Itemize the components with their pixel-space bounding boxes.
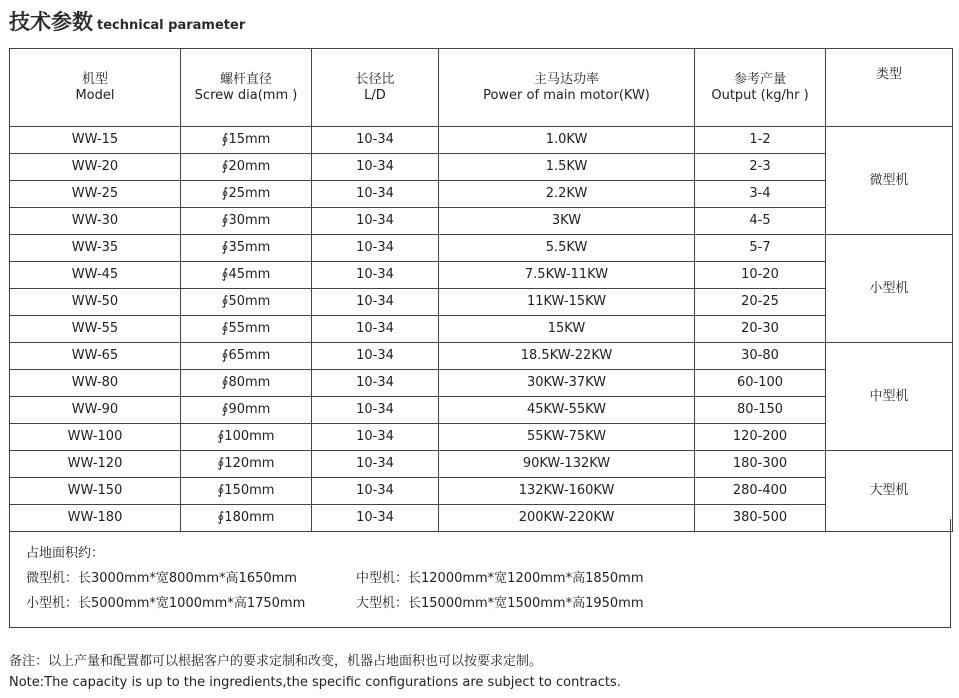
cell-screw-dia: ∮100mm <box>181 424 312 451</box>
floor-area-box <box>9 519 951 628</box>
cell-output: 20-25 <box>695 289 826 316</box>
table-row <box>10 424 953 451</box>
cell-screw-dia: ∮20mm <box>181 154 312 181</box>
cell-output: 80-150 <box>695 397 826 424</box>
cell-output: 3-4 <box>695 181 826 208</box>
cell-screw-dia: ∮180mm <box>181 505 312 532</box>
note-en: Note:The capacity is up to the ingredients,the specific configurations are subject to contracts. <box>9 675 621 690</box>
cell-ld: 10-34 <box>312 424 439 451</box>
cell-ld: 10-34 <box>312 478 439 505</box>
cell-ld: 10-34 <box>312 289 439 316</box>
header-type: 类型 <box>826 49 953 127</box>
cell-screw-dia: ∮30mm <box>181 208 312 235</box>
table-row <box>10 478 953 505</box>
cell-ld: 10-34 <box>312 235 439 262</box>
cell-ld: 10-34 <box>312 262 439 289</box>
table-row <box>10 316 953 343</box>
cell-type: 大型机 <box>826 451 953 532</box>
cell-power: 55KW-75KW <box>439 424 695 451</box>
floor-area-micro: 微型机：长3000mm*宽800mm*高1650mm <box>26 571 297 586</box>
cell-output: 180-300 <box>695 451 826 478</box>
cell-screw-dia: ∮50mm <box>181 289 312 316</box>
header-screw-dia: 螺杆直径 Screw dia(mm ) <box>181 49 312 127</box>
cell-ld: 10-34 <box>312 505 439 532</box>
cell-model: WW-25 <box>10 181 181 208</box>
cell-output: 380-500 <box>695 505 826 532</box>
cell-model: WW-120 <box>10 451 181 478</box>
cell-ld: 10-34 <box>312 181 439 208</box>
cell-power: 132KW-160KW <box>439 478 695 505</box>
cell-model: WW-180 <box>10 505 181 532</box>
cell-ld: 10-34 <box>312 154 439 181</box>
cell-power: 200KW-220KW <box>439 505 695 532</box>
cell-model: WW-30 <box>10 208 181 235</box>
note-cn: 备注：以上产量和配置都可以根据客户的要求定制和改变，机器占地面积也可以按要求定制。 <box>9 654 543 669</box>
cell-power: 11KW-15KW <box>439 289 695 316</box>
table-row <box>10 181 953 208</box>
cell-screw-dia: ∮120mm <box>181 451 312 478</box>
table-row <box>10 154 953 181</box>
table-row <box>10 343 953 370</box>
page-subtitle: technical parameter <box>97 18 246 33</box>
spec-table <box>9 48 953 532</box>
table-row <box>10 262 953 289</box>
cell-model: WW-65 <box>10 343 181 370</box>
cell-power: 1.5KW <box>439 154 695 181</box>
cell-screw-dia: ∮15mm <box>181 127 312 154</box>
cell-type: 中型机 <box>826 343 953 451</box>
table-row <box>10 397 953 424</box>
cell-output: 30-80 <box>695 343 826 370</box>
page-title: 技术参数 <box>9 10 93 34</box>
cell-type: 微型机 <box>826 127 953 235</box>
cell-output: 280-400 <box>695 478 826 505</box>
cell-model: WW-80 <box>10 370 181 397</box>
cell-output: 120-200 <box>695 424 826 451</box>
cell-power: 30KW-37KW <box>439 370 695 397</box>
page-heading <box>9 6 245 36</box>
cell-output: 2-3 <box>695 154 826 181</box>
cell-ld: 10-34 <box>312 343 439 370</box>
cell-screw-dia: ∮90mm <box>181 397 312 424</box>
cell-power: 3KW <box>439 208 695 235</box>
cell-output: 1-2 <box>695 127 826 154</box>
header-output: 参考产量 Output (kg/hr ) <box>695 49 826 127</box>
header-row <box>10 49 953 127</box>
table-row <box>10 127 953 154</box>
cell-power: 90KW-132KW <box>439 451 695 478</box>
table-row <box>10 289 953 316</box>
cell-model: WW-150 <box>10 478 181 505</box>
cell-ld: 10-34 <box>312 397 439 424</box>
cell-output: 4-5 <box>695 208 826 235</box>
cell-screw-dia: ∮55mm <box>181 316 312 343</box>
floor-area-title: 占地面积约： <box>26 546 105 561</box>
cell-screw-dia: ∮65mm <box>181 343 312 370</box>
cell-ld: 10-34 <box>312 127 439 154</box>
cell-ld: 10-34 <box>312 316 439 343</box>
cell-model: WW-90 <box>10 397 181 424</box>
cell-model: WW-100 <box>10 424 181 451</box>
table-row <box>10 451 953 478</box>
cell-screw-dia: ∮35mm <box>181 235 312 262</box>
header-ld: 长径比 L/D <box>312 49 439 127</box>
cell-model: WW-15 <box>10 127 181 154</box>
header-model: 机型 Model <box>10 49 181 127</box>
cell-power: 5.5KW <box>439 235 695 262</box>
cell-screw-dia: ∮80mm <box>181 370 312 397</box>
floor-area-large: 大型机：长15000mm*宽1500mm*高1950mm <box>356 596 644 611</box>
floor-area-medium: 中型机：长12000mm*宽1200mm*高1850mm <box>356 571 644 586</box>
cell-ld: 10-34 <box>312 370 439 397</box>
cell-power: 1.0KW <box>439 127 695 154</box>
cell-screw-dia: ∮150mm <box>181 478 312 505</box>
cell-output: 20-30 <box>695 316 826 343</box>
cell-power: 18.5KW-22KW <box>439 343 695 370</box>
cell-ld: 10-34 <box>312 208 439 235</box>
cell-model: WW-50 <box>10 289 181 316</box>
cell-model: WW-55 <box>10 316 181 343</box>
cell-model: WW-20 <box>10 154 181 181</box>
cell-ld: 10-34 <box>312 451 439 478</box>
cell-output: 10-20 <box>695 262 826 289</box>
cell-power: 7.5KW-11KW <box>439 262 695 289</box>
cell-output: 60-100 <box>695 370 826 397</box>
cell-power: 15KW <box>439 316 695 343</box>
table-row <box>10 208 953 235</box>
table-row <box>10 235 953 262</box>
cell-output: 5-7 <box>695 235 826 262</box>
cell-model: WW-45 <box>10 262 181 289</box>
cell-screw-dia: ∮45mm <box>181 262 312 289</box>
cell-power: 45KW-55KW <box>439 397 695 424</box>
cell-power: 2.2KW <box>439 181 695 208</box>
table-row <box>10 370 953 397</box>
cell-model: WW-35 <box>10 235 181 262</box>
header-power: 主马达功率 Power of main motor(KW) <box>439 49 695 127</box>
floor-area-small: 小型机：长5000mm*宽1000mm*高1750mm <box>26 596 306 611</box>
cell-screw-dia: ∮25mm <box>181 181 312 208</box>
cell-type: 小型机 <box>826 235 953 343</box>
